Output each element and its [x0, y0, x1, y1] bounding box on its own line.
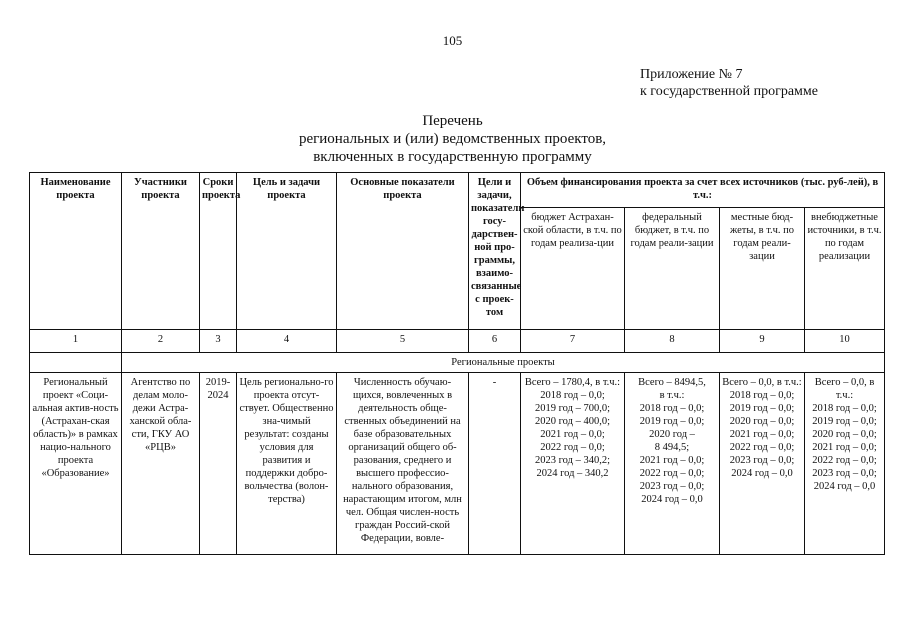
- fin-line: 2024 год – 340,2: [536, 468, 609, 479]
- project-indicators: Численность обучаю-щихся, вовлеченных в деятельность обще-ственных объединений на базе образовательных организаций общего об-разования, среднего и высшего профессио-нального образования, нарастающим итогом, млн чел. Общая числен-ность граждан Россий-ской Федерации, вовле-: [337, 373, 469, 555]
- fin-line: 2020 год –: [649, 429, 695, 440]
- header-fin-local: местные бюд-жеты, в т.ч. по годам реали-зации: [720, 208, 805, 330]
- fin-line: Всего – 1780,4, в т.ч.:: [524, 377, 621, 388]
- fin-line: 2023 год – 340,2;: [534, 455, 610, 466]
- section-row: [30, 353, 885, 373]
- fin-line: 2023 год – 0,0;: [729, 455, 795, 466]
- fin-line: 2019 год – 0,0;: [729, 403, 795, 414]
- fin-line: 8 494,5;: [654, 442, 690, 453]
- fin-line: 2022 год – 0,0;: [540, 442, 605, 453]
- column-number: 1: [30, 330, 122, 353]
- column-number: 10: [805, 330, 885, 353]
- project-terms: 2019-2024: [200, 373, 237, 555]
- fin-line: Всего – 0,0, в т.ч.:: [814, 377, 875, 401]
- fin-line: 2024 год – 0,0: [731, 468, 793, 479]
- fin-line: 2021 год – 0,0;: [812, 442, 877, 453]
- fin-line: 2021 год – 0,0;: [540, 429, 605, 440]
- fin-line: 2018 год – 0,0;: [540, 390, 605, 401]
- fin-line: Всего – 0,0, в т.ч.:: [722, 377, 802, 388]
- fin-line: в т.ч.:: [659, 390, 685, 401]
- header-participants: Участники проекта: [122, 173, 200, 330]
- column-number: 7: [521, 330, 625, 353]
- column-number: 8: [625, 330, 720, 353]
- project-participants: Агентство по делам моло-дежи Астра-ханской обла-сти, ГКУ АО «РЦВ»: [122, 373, 200, 555]
- fin-line: 2020 год – 400,0;: [534, 416, 610, 427]
- fin-line: 2024 год – 0,0: [641, 494, 703, 505]
- fin-line: 2022 год – 0,0;: [729, 442, 795, 453]
- header-terms: Сроки проекта: [200, 173, 237, 330]
- document-title: [0, 112, 905, 166]
- fin-line: 2018 год – 0,0;: [812, 403, 877, 414]
- appendix-reference: к государственной программе: [640, 84, 818, 99]
- title-line-3: включенных в государственную программу: [313, 149, 592, 165]
- fin-line: 2018 год – 0,0;: [729, 390, 795, 401]
- projects-table: [29, 172, 885, 555]
- title-line-2: региональных и (или) ведомственных проектов,: [298, 131, 607, 147]
- header-row-1: [30, 173, 885, 208]
- fin-regional-cell: [521, 373, 625, 555]
- header-linked-goals: Цели и задачи, показатели госу-дарствен-ной про-граммы, взаимо-связанные с проек-том: [469, 173, 521, 330]
- column-number: 3: [200, 330, 237, 353]
- project-goals: Цель регионально-го проекта отсут-ствует. Общественно зна-чимый результат: созданы условия для развития и поддержки добро-вольчества (волон-терства): [237, 373, 337, 555]
- fin-federal-cell: [625, 373, 720, 555]
- column-number-row: [30, 330, 885, 353]
- appendix-number: Приложение № 7: [640, 67, 743, 82]
- fin-line: 2021 год – 0,0;: [639, 455, 705, 466]
- section-label: Региональные проекты: [122, 353, 885, 373]
- fin-local-cell: [720, 373, 805, 555]
- fin-line: 2023 год – 0,0;: [639, 481, 705, 492]
- fin-line: 2020 год – 0,0;: [729, 416, 795, 427]
- fin-line: 2019 год – 0,0;: [812, 416, 877, 427]
- project-linked-goals: -: [469, 373, 521, 555]
- column-number: 6: [469, 330, 521, 353]
- fin-extra-cell: [805, 373, 885, 555]
- header-name: Наименование проекта: [30, 173, 122, 330]
- fin-line: Всего – 8494,5,: [638, 377, 706, 388]
- fin-line: 2021 год – 0,0;: [729, 429, 795, 440]
- header-financing: Объем финансирования проекта за счет всех источников (тыс. руб-лей), в т.ч.:: [521, 173, 885, 208]
- header-fin-regional: бюджет Астрахан-ской области, в т.ч. по годам реализа-ции: [521, 208, 625, 330]
- column-number: 5: [337, 330, 469, 353]
- header-fin-federal: федеральный бюджет, в т.ч. по годам реали-зации: [625, 208, 720, 330]
- fin-line: 2023 год – 0,0;: [812, 468, 877, 479]
- fin-line: 2020 год – 0,0;: [812, 429, 877, 440]
- project-name: Региональный проект «Соци-альная актив-ность (Астрахан-ская область)» в рамках нацио-нального проекта «Образование»: [30, 373, 122, 555]
- fin-line: 2024 год – 0,0: [813, 481, 876, 492]
- column-number: 2: [122, 330, 200, 353]
- fin-line: 2022 год – 0,0;: [639, 468, 705, 479]
- section-empty-cell: [30, 353, 122, 373]
- table-row: [30, 373, 885, 555]
- header-fin-extra: внебюджетные источники, в т.ч. по годам реализации: [805, 208, 885, 330]
- column-number: 9: [720, 330, 805, 353]
- title-line-1: Перечень: [422, 113, 483, 129]
- fin-line: 2019 год – 0,0;: [639, 416, 705, 427]
- fin-line: 2018 год – 0,0;: [639, 403, 705, 414]
- column-number: 4: [237, 330, 337, 353]
- fin-line: 2019 год – 700,0;: [534, 403, 610, 414]
- header-goals: Цель и задачи проекта: [237, 173, 337, 330]
- appendix-note: [640, 66, 818, 100]
- header-indicators: Основные показатели проекта: [337, 173, 469, 330]
- page-number: 105: [442, 33, 463, 48]
- fin-line: 2022 год – 0,0;: [812, 455, 877, 466]
